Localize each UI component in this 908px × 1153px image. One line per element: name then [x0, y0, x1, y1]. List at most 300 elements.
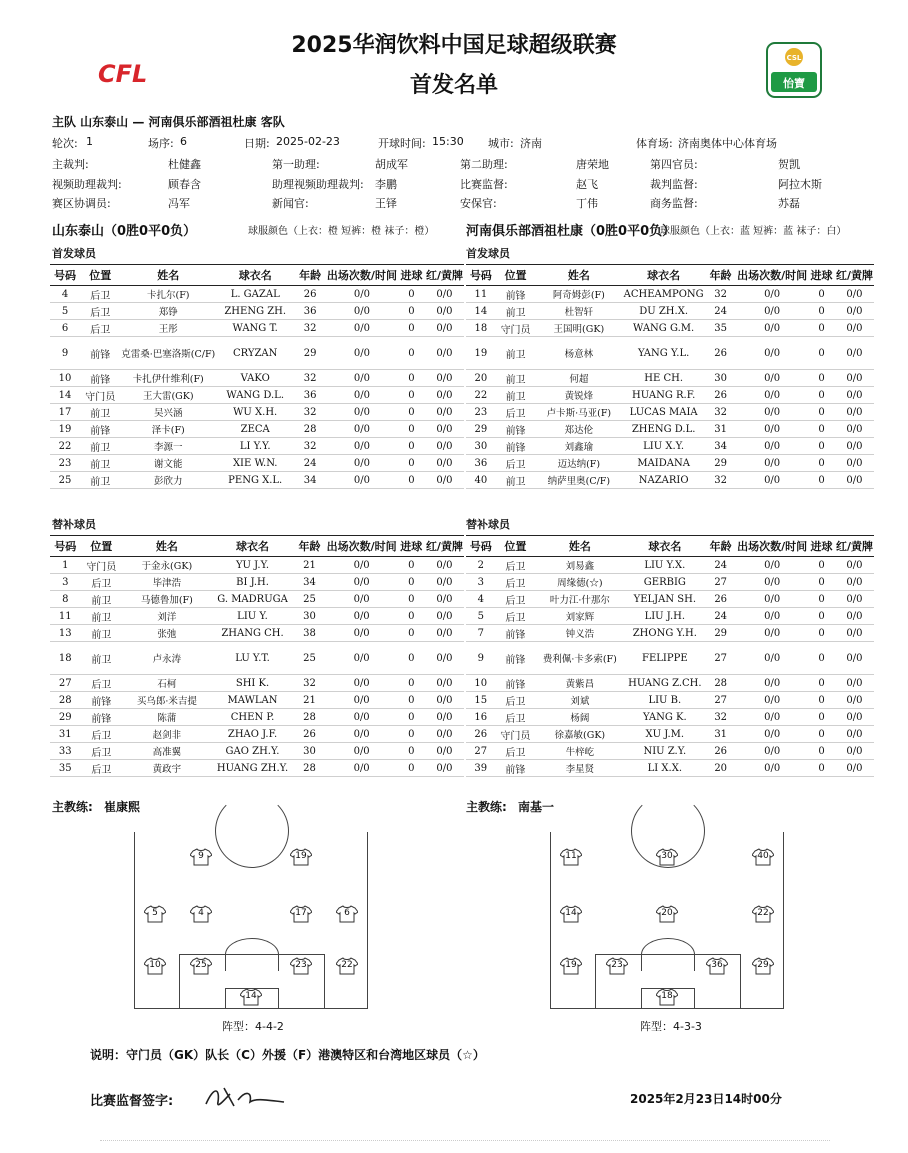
table-cell: 李源一	[121, 438, 217, 455]
player-jersey-icon	[190, 848, 212, 866]
table-cell: 0/0	[425, 337, 464, 370]
table-cell: 后卫	[81, 574, 123, 591]
table-cell: 王国明(GK)	[536, 320, 623, 337]
table-cell: 32	[705, 404, 736, 421]
table-cell: 18	[466, 320, 496, 337]
table-row	[50, 726, 464, 743]
table-row	[50, 608, 464, 625]
table-cell: 9	[466, 642, 496, 675]
table-cell: 前卫	[80, 404, 121, 421]
table-cell: 0	[808, 303, 835, 320]
table-cell: 0/0	[835, 438, 874, 455]
table-cell: 0/0	[425, 455, 464, 472]
column-header: 出场次数/时间	[736, 265, 808, 286]
table-cell: 0	[398, 608, 425, 625]
table-cell: 于金永(GK)	[122, 557, 212, 574]
table-cell: 0/0	[835, 303, 874, 320]
table-cell: 32	[294, 404, 326, 421]
table-cell: 0	[808, 387, 835, 404]
table-cell: LIU B.	[624, 692, 705, 709]
table-cell: ZHENG D.L.	[622, 421, 705, 438]
column-header: 球衣名	[624, 536, 705, 557]
table-cell: HUANG ZH.Y.	[212, 760, 294, 777]
table-row	[466, 625, 874, 642]
table-row	[50, 404, 464, 421]
table-cell: 0	[808, 286, 835, 303]
table-cell: NAZARIO	[622, 472, 705, 489]
table-cell: 0/0	[326, 438, 398, 455]
table-cell: 0	[398, 726, 425, 743]
table-cell: 0/0	[736, 320, 808, 337]
table-cell: 0	[398, 404, 425, 421]
table-cell: 0	[808, 472, 835, 489]
table-cell: WU X.H.	[216, 404, 294, 421]
column-header: 年龄	[294, 265, 326, 286]
table-cell: MAWLAN	[212, 692, 294, 709]
table-row	[50, 320, 464, 337]
table-cell: 29	[50, 709, 81, 726]
table-cell: 郑铮	[121, 303, 217, 320]
player-jersey-icon	[656, 848, 678, 866]
table-row	[466, 337, 874, 370]
table-cell: 0	[808, 591, 835, 608]
table-cell: 0/0	[425, 726, 464, 743]
table-cell: 0/0	[835, 642, 874, 675]
table-cell: 0/0	[736, 472, 808, 489]
table-row	[466, 675, 874, 692]
table-cell: 38	[293, 625, 325, 642]
table-cell: VAKO	[216, 370, 294, 387]
table-cell: 前锋	[80, 370, 121, 387]
table-cell: LIU J.H.	[624, 608, 705, 625]
table-cell: 0/0	[835, 591, 874, 608]
table-row	[466, 404, 874, 421]
table-cell: 9	[50, 337, 80, 370]
table-cell: 0/0	[425, 709, 464, 726]
table-cell: 24	[705, 303, 736, 320]
table-cell: 0/0	[326, 421, 398, 438]
table-cell: 26	[466, 726, 496, 743]
player-jersey-icon	[144, 957, 166, 975]
table-cell: 0/0	[736, 455, 808, 472]
player-jersey-icon	[752, 957, 774, 975]
table-cell: 0	[398, 557, 425, 574]
table-cell: 21	[293, 557, 325, 574]
table-cell: 0/0	[736, 574, 808, 591]
table-row	[50, 709, 464, 726]
table-cell: 0/0	[736, 438, 808, 455]
jersey-number: 22	[757, 908, 769, 918]
table-cell: 0/0	[835, 286, 874, 303]
table-cell: PENG X.L.	[216, 472, 294, 489]
table-cell: LUCAS MAIA	[622, 404, 705, 421]
table-row	[466, 760, 874, 777]
table-cell: 后卫	[80, 286, 121, 303]
table-row	[466, 320, 874, 337]
table-row	[466, 472, 874, 489]
jersey-number: 30	[661, 851, 673, 861]
table-cell: 0	[808, 760, 835, 777]
table-cell: 0	[398, 709, 425, 726]
table-cell: 前锋	[80, 337, 121, 370]
home-kit-colors: 球服颜色（上衣：橙 短裤：橙 袜子：橙）	[248, 226, 435, 237]
table-cell: 0/0	[835, 574, 874, 591]
official-label: 裁判监督:	[650, 178, 698, 191]
table-cell: 0/0	[736, 557, 808, 574]
home-coach-label: 主教练:	[52, 800, 93, 814]
column-header: 位置	[80, 265, 121, 286]
city-value: 济南	[520, 137, 542, 150]
table-cell: 0	[398, 642, 425, 675]
official-name: 丁伟	[576, 197, 598, 210]
table-cell: 27	[50, 675, 81, 692]
home-formation-pitch	[134, 832, 368, 1009]
table-cell: 前卫	[81, 591, 123, 608]
table-row	[466, 591, 874, 608]
table-cell: 吴兴涵	[121, 404, 217, 421]
date-value: 2025-02-23	[276, 135, 340, 148]
jersey-number: 14	[565, 908, 577, 918]
kickoff-value: 15:30	[432, 135, 464, 148]
table-cell: 29	[705, 625, 736, 642]
table-cell: YU J.Y.	[212, 557, 294, 574]
jersey-number: 23	[611, 960, 623, 970]
table-cell: 26	[705, 387, 736, 404]
table-row	[50, 743, 464, 760]
table-row	[50, 303, 464, 320]
table-cell: 0/0	[835, 472, 874, 489]
table-cell: 28	[293, 760, 325, 777]
official-label: 新闻官:	[272, 197, 309, 210]
table-cell: 0	[808, 709, 835, 726]
table-cell: 后卫	[80, 303, 121, 320]
table-cell: 刘家辉	[535, 608, 624, 625]
table-cell: 21	[293, 692, 325, 709]
player-jersey-icon	[240, 988, 262, 1006]
table-cell: HUANG R.F.	[622, 387, 705, 404]
table-cell: 钟义浩	[535, 625, 624, 642]
table-cell: 0/0	[326, 743, 398, 760]
column-header: 红/黄牌	[835, 536, 874, 557]
table-cell: 17	[50, 404, 80, 421]
table-cell: 后卫	[496, 692, 536, 709]
match-line: 主队 山东泰山 — 河南俱乐部酒祖杜康 客队	[52, 115, 285, 129]
table-cell: 26	[294, 286, 326, 303]
table-cell: 0/0	[425, 591, 464, 608]
table-cell: 35	[50, 760, 81, 777]
table-cell: 守门员	[496, 726, 536, 743]
table-cell: NIU Z.Y.	[624, 743, 705, 760]
official-label: 商务监督:	[650, 197, 698, 210]
column-header: 位置	[81, 536, 123, 557]
table-cell: 0/0	[326, 455, 398, 472]
cfl-logo	[98, 58, 158, 88]
table-cell: 0/0	[835, 320, 874, 337]
table-cell: 36	[294, 303, 326, 320]
table-row	[50, 591, 464, 608]
table-cell: 18	[50, 642, 81, 675]
table-cell: 张弛	[122, 625, 212, 642]
table-cell: WANG D.L.	[216, 387, 294, 404]
table-cell: 0/0	[835, 608, 874, 625]
table-cell: CRYZAN	[216, 337, 294, 370]
column-header: 红/黄牌	[425, 536, 464, 557]
table-cell: 黄紫昌	[535, 675, 624, 692]
table-cell: 0/0	[326, 574, 398, 591]
table-cell: 24	[705, 557, 736, 574]
table-cell: 0/0	[835, 692, 874, 709]
column-header: 位置	[496, 536, 536, 557]
column-header: 姓名	[536, 265, 623, 286]
jersey-number: 36	[711, 960, 723, 970]
table-cell: 36	[294, 387, 326, 404]
csl-logo-sub: 怡寶	[783, 77, 805, 90]
signature-label: 比赛监督签字:	[90, 1094, 174, 1109]
table-cell: MAIDANA	[622, 455, 705, 472]
table-cell: 3	[50, 574, 81, 591]
table-cell: 0	[398, 743, 425, 760]
player-jersey-icon	[656, 988, 678, 1006]
official-name: 苏磊	[778, 197, 800, 210]
jersey-number: 22	[341, 960, 353, 970]
table-row	[50, 370, 464, 387]
table-cell: 0/0	[326, 303, 398, 320]
kickoff-label: 开球时间:	[378, 137, 426, 150]
stadium-label: 体育场:	[636, 137, 673, 150]
table-cell: 28	[293, 709, 325, 726]
table-cell: 后卫	[81, 760, 123, 777]
table-cell: 15	[466, 692, 496, 709]
table-cell: 0	[808, 421, 835, 438]
column-header: 年龄	[293, 536, 325, 557]
csl-logo	[766, 42, 822, 98]
table-cell: 卡扎尔(F)	[121, 286, 217, 303]
table-row	[50, 286, 464, 303]
table-cell: 0	[808, 726, 835, 743]
table-cell: 16	[466, 709, 496, 726]
table-cell: 0/0	[736, 337, 808, 370]
table-row	[50, 574, 464, 591]
table-cell: 0/0	[425, 387, 464, 404]
table-cell: 0/0	[425, 625, 464, 642]
away-kit-colors: 球服颜色（上衣：蓝 短裤：蓝 袜子：白）	[660, 226, 847, 237]
table-cell: 26	[293, 726, 325, 743]
table-cell: 0/0	[326, 709, 398, 726]
table-cell: ACHEAMPONG	[622, 286, 705, 303]
table-cell: 36	[466, 455, 496, 472]
table-cell: 29	[705, 455, 736, 472]
table-cell: GAO ZH.Y.	[212, 743, 294, 760]
table-cell: 0	[808, 642, 835, 675]
table-cell: 0	[398, 760, 425, 777]
table-cell: 纳萨里奥(C/F)	[536, 472, 623, 489]
table-cell: 费利佩·卡多索(F)	[535, 642, 624, 675]
table-cell: 0/0	[425, 472, 464, 489]
table-cell: 前卫	[496, 472, 536, 489]
table-cell: 0	[398, 303, 425, 320]
table-cell: 6	[50, 320, 80, 337]
table-cell: 22	[50, 438, 80, 455]
player-jersey-icon	[560, 957, 582, 975]
table-cell: 2	[466, 557, 496, 574]
bottom-divider	[100, 1140, 830, 1142]
table-cell: 何超	[536, 370, 623, 387]
table-cell: 0/0	[736, 591, 808, 608]
table-cell: 24	[294, 455, 326, 472]
table-cell: 35	[705, 320, 736, 337]
table-row	[50, 625, 464, 642]
table-cell: 高准翼	[122, 743, 212, 760]
table-cell: 32	[294, 320, 326, 337]
table-cell: 34	[705, 438, 736, 455]
column-header: 红/黄牌	[425, 265, 464, 286]
table-cell: 0	[398, 438, 425, 455]
table-cell: 李星贤	[535, 760, 624, 777]
table-cell: 0/0	[736, 625, 808, 642]
jersey-number: 11	[565, 851, 577, 861]
table-cell: 毕津浩	[122, 574, 212, 591]
table-cell: 23	[50, 455, 80, 472]
round-value: 1	[86, 135, 93, 148]
player-jersey-icon	[290, 905, 312, 923]
table-cell: 30	[293, 608, 325, 625]
table-cell: 0/0	[736, 421, 808, 438]
column-header: 球衣名	[212, 536, 294, 557]
table-cell: 0	[808, 370, 835, 387]
table-row	[466, 421, 874, 438]
table-cell: 王彤	[121, 320, 217, 337]
table-cell: 32	[705, 709, 736, 726]
table-cell: 0	[398, 692, 425, 709]
table-cell: 0/0	[425, 320, 464, 337]
table-cell: 买乌郎·米吉提	[122, 692, 212, 709]
home-starters-label: 首发球员	[52, 247, 96, 260]
table-cell: 32	[293, 675, 325, 692]
jersey-number: 18	[661, 991, 673, 1001]
table-cell: 0	[398, 337, 425, 370]
table-cell: 后卫	[496, 743, 536, 760]
jersey-number: 19	[295, 851, 307, 861]
table-cell: 31	[50, 726, 81, 743]
jersey-number: 14	[245, 991, 257, 1001]
official-name: 王铎	[375, 197, 397, 210]
table-cell: 前锋	[81, 692, 123, 709]
table-row	[50, 692, 464, 709]
game-value: 6	[180, 135, 187, 148]
table-row	[466, 574, 874, 591]
table-cell: 0/0	[425, 286, 464, 303]
table-cell: 0/0	[425, 760, 464, 777]
column-header: 年龄	[705, 536, 736, 557]
table-cell: 25	[50, 472, 80, 489]
table-cell: 0	[808, 337, 835, 370]
table-cell: 0/0	[326, 557, 398, 574]
table-row	[466, 692, 874, 709]
table-cell: 11	[466, 286, 496, 303]
table-cell: 13	[50, 625, 81, 642]
table-cell: 前锋	[496, 286, 536, 303]
table-cell: 后卫	[496, 455, 536, 472]
home-team-name: 山东泰山（0胜0平0负）	[52, 224, 197, 239]
official-name: 阿拉木斯	[778, 178, 822, 191]
table-row	[466, 387, 874, 404]
table-cell: 0	[398, 387, 425, 404]
table-cell: 32	[705, 286, 736, 303]
table-cell: 0	[398, 675, 425, 692]
table-row	[466, 455, 874, 472]
table-cell: 后卫	[81, 726, 123, 743]
table-cell: 0/0	[736, 692, 808, 709]
table-cell: 刘易鑫	[535, 557, 624, 574]
table-cell: 0/0	[736, 286, 808, 303]
table-cell: XU J.M.	[624, 726, 705, 743]
player-jersey-icon	[560, 848, 582, 866]
city-label: 城市:	[488, 137, 514, 150]
table-cell: 0/0	[326, 472, 398, 489]
table-cell: 0	[808, 743, 835, 760]
table-cell: 0/0	[736, 760, 808, 777]
table-cell: 后卫	[81, 675, 123, 692]
table-cell: 刘斌	[535, 692, 624, 709]
table-cell: 34	[294, 472, 326, 489]
column-header: 出场次数/时间	[326, 536, 398, 557]
table-cell: 0	[808, 625, 835, 642]
away-formation-pitch	[550, 832, 784, 1009]
table-row	[50, 642, 464, 675]
away-coach-label: 主教练:	[466, 800, 507, 814]
game-label: 场序:	[148, 137, 174, 150]
column-header: 号码	[466, 536, 496, 557]
jersey-number: 5	[152, 908, 158, 918]
table-row	[50, 438, 464, 455]
table-cell: 前锋	[496, 642, 536, 675]
table-cell: SHI K.	[212, 675, 294, 692]
table-cell: 后卫	[496, 591, 536, 608]
table-cell: 0/0	[425, 608, 464, 625]
table-cell: ZHENG ZH.	[216, 303, 294, 320]
jersey-number: 4	[198, 908, 204, 918]
table-cell: 10	[50, 370, 80, 387]
column-header: 进球	[808, 536, 835, 557]
table-cell: 0/0	[736, 642, 808, 675]
table-cell: 0/0	[736, 370, 808, 387]
table-cell: 守门员	[496, 320, 536, 337]
table-cell: 0/0	[835, 404, 874, 421]
jersey-number: 23	[295, 960, 307, 970]
player-jersey-icon	[190, 957, 212, 975]
table-cell: 27	[705, 642, 736, 675]
table-cell: GERBIG	[624, 574, 705, 591]
table-row	[466, 709, 874, 726]
table-row	[50, 472, 464, 489]
table-cell: ZHAO J.F.	[212, 726, 294, 743]
table-cell: 0/0	[425, 574, 464, 591]
penalty-arc	[641, 938, 695, 971]
table-cell: 19	[50, 421, 80, 438]
column-header: 姓名	[535, 536, 624, 557]
table-cell: 0/0	[835, 421, 874, 438]
table-cell: 前锋	[496, 438, 536, 455]
table-cell: 石柯	[122, 675, 212, 692]
table-cell: ZECA	[216, 421, 294, 438]
cfl-logo-text: CFL	[98, 60, 148, 88]
home-subs-label: 替补球员	[52, 518, 96, 531]
jersey-number: 17	[295, 908, 307, 918]
table-cell: 阿奇姆彭(F)	[536, 286, 623, 303]
table-cell: 29	[294, 337, 326, 370]
date-label: 日期:	[244, 137, 270, 150]
table-cell: 0	[398, 625, 425, 642]
